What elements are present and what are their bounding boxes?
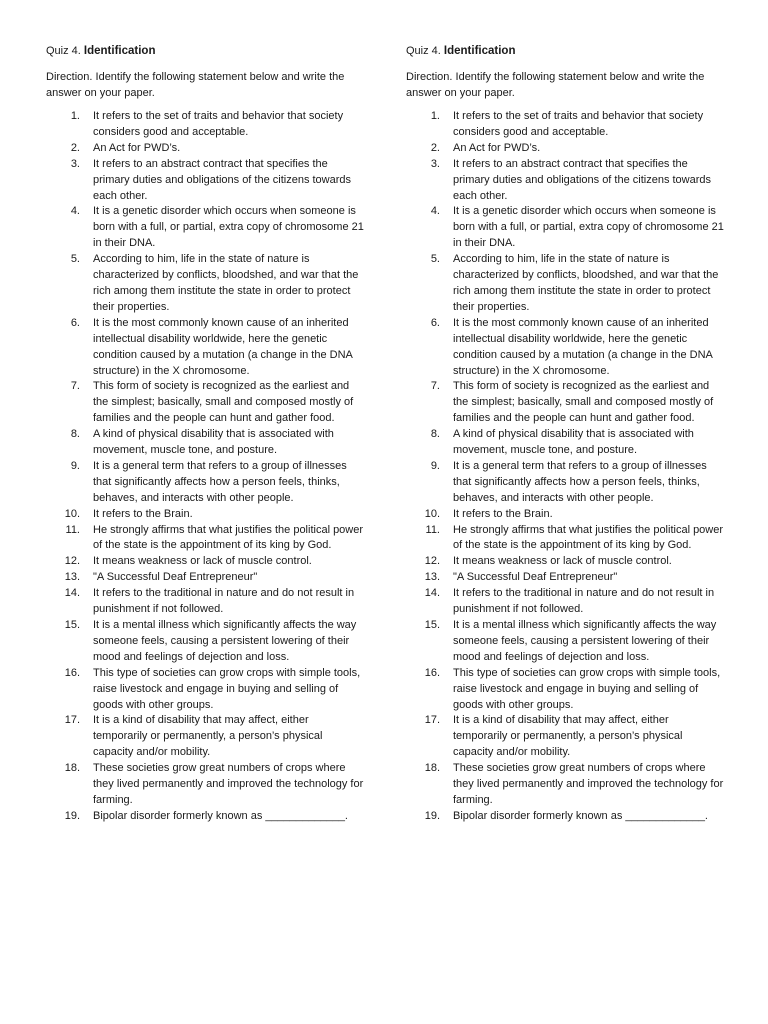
- question-item: [406, 204, 724, 252]
- question-text: This type of societies can grow crops with simple tools, raise livestock and engage in buying and selling of goods with other groups.: [453, 666, 721, 711]
- question-text: According to him, life in the state of nature is characterized by conflicts, bloodshed, and war that the rich among them institute the state in order to protect their properties.: [453, 253, 719, 313]
- question-text: This form of society is recognized as the earliest and the simplest; basically, small and composed mostly of families and the people can hunt and gather food.: [93, 380, 354, 425]
- quiz-title: [46, 43, 364, 59]
- question-number: 18.: [64, 762, 80, 775]
- question-text: A kind of physical disability that is associated with movement, muscle tone, and posture.: [453, 428, 694, 457]
- question-number: 1.: [430, 110, 440, 122]
- question-number: 9.: [430, 459, 440, 472]
- quiz-heading: Identification: [443, 45, 516, 57]
- question-number: 7.: [430, 380, 440, 393]
- question-item: [46, 157, 364, 205]
- question-item: [46, 523, 364, 555]
- question-item: [46, 204, 364, 252]
- question-number: 14.: [64, 587, 80, 600]
- question-number: 19.: [424, 809, 440, 822]
- question-item: [46, 316, 364, 380]
- question-text: It means weakness or lack of muscle control.: [453, 555, 672, 568]
- question-item: [46, 459, 364, 507]
- question-number: 14.: [424, 587, 440, 600]
- question-item: [46, 713, 364, 761]
- question-item: [46, 809, 364, 825]
- question-item: [46, 554, 364, 570]
- quiz-label: Quiz 4.: [406, 45, 441, 57]
- question-text: It means weakness or lack of muscle control.: [93, 555, 312, 568]
- question-text: It refers to the traditional in nature and do not result in punishment if not followed.: [453, 587, 715, 616]
- question-item: [406, 809, 724, 825]
- question-list: [406, 109, 724, 825]
- question-number: 1.: [70, 110, 80, 122]
- question-text: Bipolar disorder formerly known as _____________.: [453, 809, 708, 822]
- question-item: [406, 570, 724, 586]
- question-number: 17.: [424, 714, 440, 727]
- question-text: It is a genetic disorder which occurs when someone is born with a full, or partial, extra copy of chromosome 21 in their DNA.: [93, 205, 364, 250]
- quiz-heading: Identification: [83, 45, 156, 57]
- question-number: 18.: [424, 762, 440, 775]
- question-text: It is a mental illness which significantly affects the way someone feels, causing a persistent lowering of their mood and feelings of dejection and loss.: [93, 619, 357, 663]
- question-number: 10.: [64, 507, 80, 520]
- question-number: 13.: [64, 571, 80, 584]
- question-text: This type of societies can grow crops with simple tools, raise livestock and engage in buying and selling of goods with other groups.: [93, 666, 361, 711]
- question-text: It refers to an abstract contract that specifies the primary duties and obligations of the citizens towards each other.: [453, 157, 712, 202]
- question-number: 19.: [64, 809, 80, 822]
- question-number: 4.: [430, 205, 440, 218]
- question-text: It is a kind of disability that may affect, either temporarily or permanently, a person’s physical capacity and/or mobility.: [453, 714, 683, 759]
- question-number: 6.: [70, 316, 80, 329]
- quiz-column-right: [406, 43, 724, 825]
- question-text: "A Successful Deaf Entrepreneur": [453, 571, 618, 584]
- question-text: It refers to the Brain.: [453, 507, 553, 520]
- question-item: [406, 379, 724, 427]
- question-text: This form of society is recognized as the earliest and the simplest; basically, small and composed mostly of families and the people can hunt and gather food.: [453, 380, 714, 425]
- question-text: He strongly affirms that what justifies the political power of the state is the appointment of its king by God.: [453, 523, 724, 552]
- question-text: He strongly affirms that what justifies the political power of the state is the appointment of its king by God.: [93, 523, 364, 552]
- quiz-direction: Direction. Identify the following statement below and write the answer on your paper.: [46, 71, 345, 99]
- question-text: An Act for PWD’s.: [93, 141, 181, 154]
- quiz-direction: Direction. Identify the following statement below and write the answer on your paper.: [406, 71, 705, 99]
- question-item: [46, 252, 364, 316]
- question-item: [406, 459, 724, 507]
- question-item: [46, 379, 364, 427]
- question-text: These societies grow great numbers of crops where they lived permanently and improved the technology for farming.: [453, 762, 724, 806]
- question-item: [406, 316, 724, 380]
- question-text: It is a general term that refers to a group of illnesses that significantly affects how a person feels, thinks, behaves, and interacts with other people.: [453, 459, 707, 504]
- question-item: [406, 618, 724, 666]
- question-number: 8.: [70, 428, 80, 441]
- question-number: 12.: [424, 555, 440, 568]
- question-number: 4.: [70, 205, 80, 218]
- question-text: It is a mental illness which significantly affects the way someone feels, causing a persistent lowering of their mood and feelings of dejection and loss.: [453, 619, 717, 663]
- question-number: 5.: [430, 253, 440, 266]
- question-number: 17.: [64, 714, 80, 727]
- question-item: [46, 109, 364, 141]
- question-text: Bipolar disorder formerly known as _____________.: [93, 809, 348, 822]
- question-number: 5.: [70, 253, 80, 266]
- question-number: 8.: [430, 428, 440, 441]
- question-number: 7.: [70, 380, 80, 393]
- question-item: [406, 109, 724, 141]
- question-text: It is the most commonly known cause of an inherited intellectual disability worldwide, here the genetic condition caused by a mutation (a change in the DNA structure) in the X chromosome.: [453, 316, 713, 377]
- question-number: 12.: [64, 555, 80, 568]
- question-text: It refers to the traditional in nature and do not result in punishment if not followed.: [93, 587, 355, 616]
- question-item: [46, 570, 364, 586]
- question-number: 3.: [70, 157, 80, 170]
- question-text: It refers to the Brain.: [93, 507, 193, 520]
- question-text: An Act for PWD’s.: [453, 141, 541, 154]
- question-text: It is a kind of disability that may affect, either temporarily or permanently, a person’s physical capacity and/or mobility.: [93, 714, 323, 759]
- question-text: A kind of physical disability that is associated with movement, muscle tone, and posture.: [93, 428, 334, 457]
- question-item: [46, 618, 364, 666]
- question-item: [406, 761, 724, 809]
- question-item: [406, 586, 724, 618]
- question-number: 2.: [430, 141, 440, 154]
- question-text: It is the most commonly known cause of an inherited intellectual disability worldwide, here the genetic condition caused by a mutation (a change in the DNA structure) in the X chromosome.: [93, 316, 353, 377]
- question-item: [46, 586, 364, 618]
- question-number: 16.: [64, 666, 80, 679]
- question-text: It refers to the set of traits and behavior that society considers good and acceptable.: [93, 110, 344, 138]
- question-number: 15.: [424, 619, 440, 631]
- question-text: These societies grow great numbers of crops where they lived permanently and improved the technology for farming.: [93, 762, 364, 806]
- question-item: [46, 427, 364, 459]
- question-number: 11.: [65, 523, 80, 536]
- question-item: [406, 252, 724, 316]
- question-number: 2.: [70, 141, 80, 154]
- question-item: [406, 507, 724, 523]
- question-text: It refers to the set of traits and behavior that society considers good and acceptable.: [453, 110, 704, 138]
- question-text: It is a genetic disorder which occurs when someone is born with a full, or partial, extra copy of chromosome 21 in their DNA.: [453, 205, 724, 250]
- question-number: 11.: [425, 523, 440, 536]
- question-text: It is a general term that refers to a group of illnesses that significantly affects how a person feels, thinks, behaves, and interacts with other people.: [93, 459, 347, 504]
- question-item: [406, 157, 724, 205]
- question-item: [46, 761, 364, 809]
- question-number: 15.: [64, 619, 80, 631]
- question-item: [406, 713, 724, 761]
- question-number: 9.: [70, 459, 80, 472]
- question-number: 3.: [430, 157, 440, 170]
- question-text: "A Successful Deaf Entrepreneur": [93, 571, 258, 584]
- question-text: It refers to an abstract contract that specifies the primary duties and obligations of the citizens towards each other.: [93, 157, 352, 202]
- question-item: [46, 507, 364, 523]
- question-number: 6.: [430, 316, 440, 329]
- question-item: [406, 141, 724, 157]
- question-item: [46, 141, 364, 157]
- question-number: 13.: [424, 571, 440, 584]
- question-item: [46, 666, 364, 714]
- quiz-label: Quiz 4.: [46, 45, 81, 57]
- quiz-column-left: [46, 43, 364, 825]
- question-item: [406, 523, 724, 555]
- question-number: 10.: [424, 507, 440, 520]
- question-number: 16.: [424, 666, 440, 679]
- question-item: [406, 554, 724, 570]
- quiz-title: [406, 43, 724, 59]
- question-item: [406, 666, 724, 714]
- question-list: [46, 109, 364, 825]
- question-item: [406, 427, 724, 459]
- question-text: According to him, life in the state of nature is characterized by conflicts, bloodshed, and war that the rich among them institute the state in order to protect their properties.: [93, 253, 359, 313]
